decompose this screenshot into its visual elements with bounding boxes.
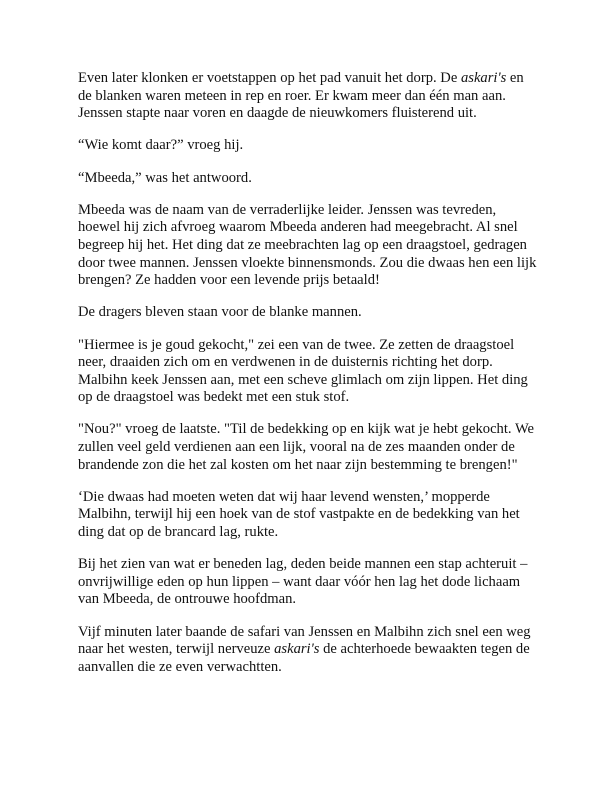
paragraph-10 xyxy=(78,624,540,677)
paragraph-10-text-start: Vijf minuten later baande de safari van Jenssen en Malbihn zich snel een weg naar het westen, terwijl nerveuze xyxy=(78,623,531,658)
paragraph-1-text-start: Even later klonken er voetstappen op het pad vanuit het dorp. De xyxy=(78,70,461,86)
paragraph-7: "Nou?" vroeg de laatste. "Til de bedekking op en kijk wat je hebt gekocht. We zullen veel geld verdienen aan een lijk, vooral na de zes maanden onder de brandende zon die het zal kosten om het naar zijn bestemming te brengen!" xyxy=(78,421,535,473)
paragraph-8: ‘Die dwaas had moeten weten dat wij haar levend wensten,’ mopperde Malbihn, terwijl hij een hoek van de stof vastpakte en de bedekking van het ding dat op de brancard lag, rukte. xyxy=(78,488,520,541)
paragraph-4: Mbeeda was de naam van de verraderlijke leider. Jenssen was tevreden, hoewel hij zich afvroeg waarom Mbeeda anderen had meegebracht. Al snel begreep hij het. Het ding dat ze meebrachten lag op een draagstoel, gedragen door twee mannen. Jenssen vloekte binnensmonds. Zou die dwaas hen een lijk brengen? Ze hadden voor een levende prijs betaald! xyxy=(78,201,537,289)
paragraph-10-text-end: de achterhoede bewaakten tegen de aanvallen die ze even verwachtten. xyxy=(78,641,530,675)
paragraph-6: "Hiermee is je goud gekocht," zei een van de twee. Ze zetten de draagstoel neer, draaiden zich om en verdwenen in de duisternis richting het dorp. Malbihn keek Jenssen aan, met een scheve glimlach om zijn lippen. Het ding op de draagstoel was bedekt met een stuk stof. xyxy=(78,336,528,406)
paragraph-5: De dragers bleven staan voor de blanke mannen. xyxy=(78,304,362,321)
paragraph-1-text-end: en de blanken waren meteen in rep en roer. Er kwam meer dan één man aan. Jenssen stapte naar voren en daagde de nieuwkomers fluisterend uit. xyxy=(78,70,524,122)
paragraph-10-italic-askaris: askari's xyxy=(274,641,320,658)
paragraph-1 xyxy=(78,70,540,123)
paragraph-1-italic-askaris: askari's xyxy=(460,70,507,86)
paragraph-3: “Mbeeda,” was het antwoord. xyxy=(78,169,252,186)
paragraph-2: “Wie komt daar?” vroeg hij. xyxy=(78,137,244,154)
document-page xyxy=(78,70,540,691)
paragraph-9: Bij het zien van wat er beneden lag, deden beide mannen een stap achteruit – onvrijwillige eden op hun lippen – want daar vóór hen lag het dode lichaam van Mbeeda, de ontrouwe hoofdman. xyxy=(78,556,528,608)
